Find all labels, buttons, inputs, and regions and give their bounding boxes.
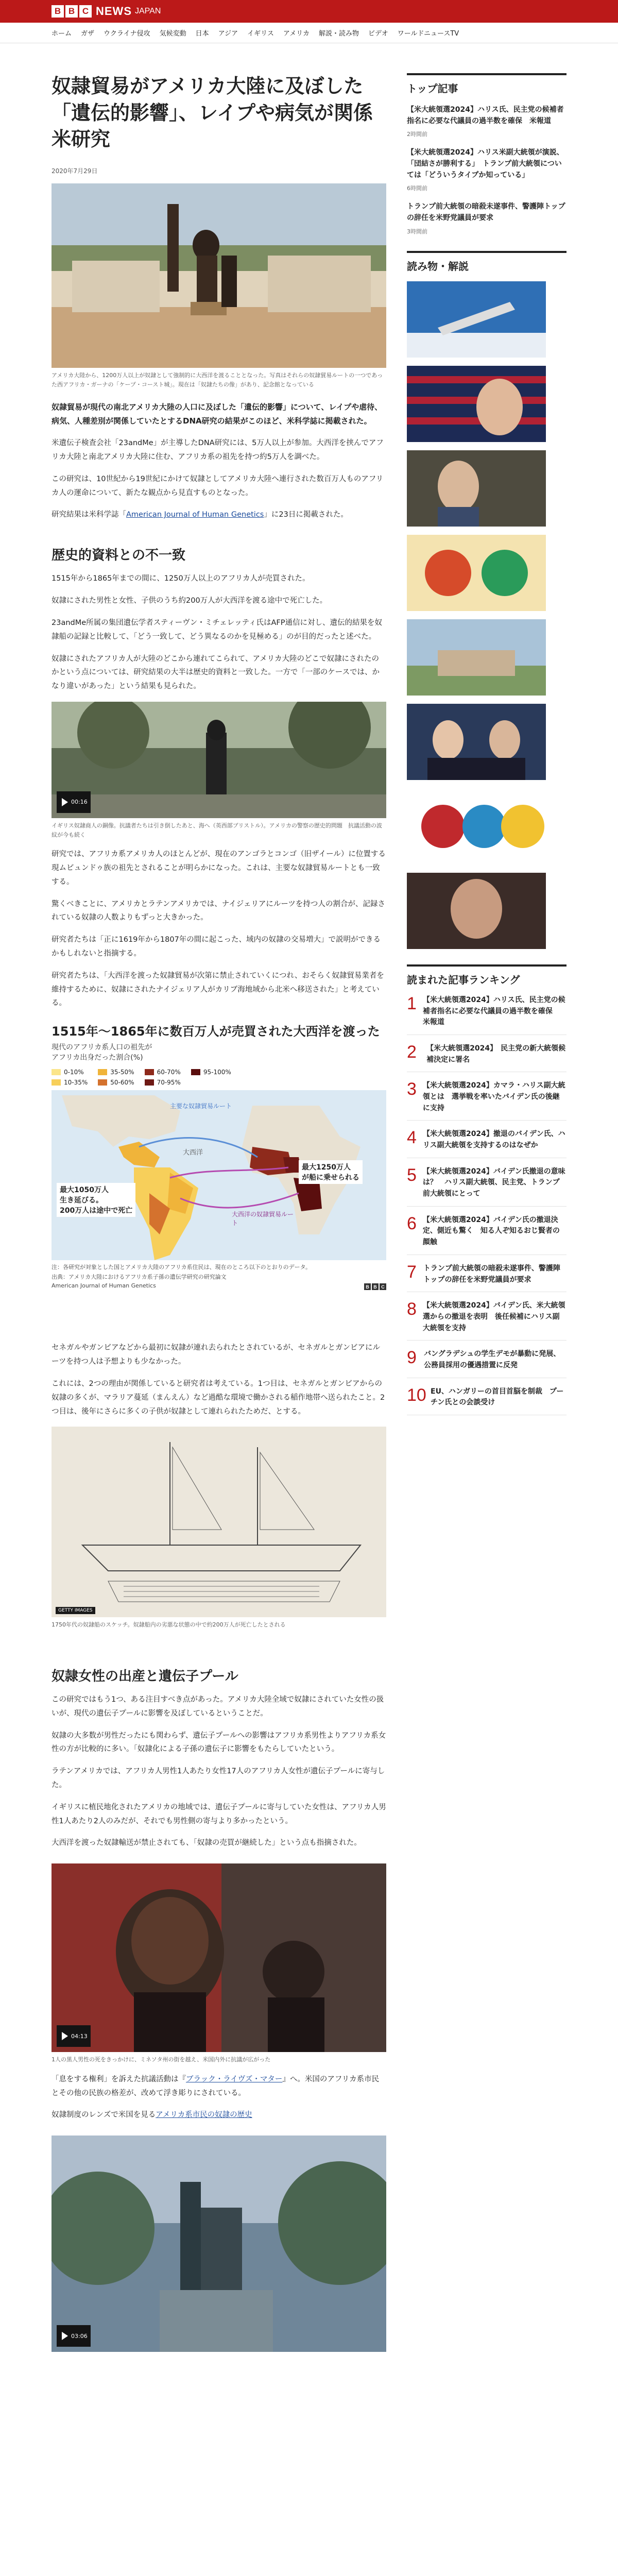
logo-letter: B: [372, 1283, 379, 1290]
site-header: [0, 0, 618, 23]
feature-thumbnail[interactable]: [407, 281, 546, 358]
nav-item-worldtv[interactable]: ワールドニュースTV: [397, 30, 459, 38]
photo-slave-statues: [52, 183, 386, 368]
video-duration: 00:16: [71, 799, 88, 806]
feature-item[interactable]: [407, 704, 566, 780]
top-story-time: 6時間前: [407, 185, 427, 192]
video-duration: 04:13: [71, 2032, 88, 2040]
legend-swatch: [52, 1069, 61, 1075]
legend-item: [145, 1079, 181, 1086]
figure-slave-ship: [52, 1427, 386, 1630]
legend-label: 60-70%: [157, 1068, 181, 1076]
blm-link[interactable]: ブラック・ライヴズ・マター: [186, 2075, 283, 2083]
ranking-title[interactable]: 【米大統領選2024】バイデン氏の撤退決定、側近も驚く 知る人ぞ知るおじ賢者の顔触: [422, 1215, 560, 1247]
paragraph: ラテンアメリカでは、アフリカ人男性1人あたり女性17人のアフリカ人女性が遺伝子プールに寄与した。: [52, 1767, 385, 1789]
ranking-item[interactable]: [407, 1129, 566, 1158]
logo-letter: C: [380, 1283, 386, 1290]
paragraph: 奴隷にされたアフリカ人が大陸のどこから連れてこられて、アメリカ大陸のどこで奴隷にされたのかという点については、研究結果の大半は歴史的資料と一致した。一方で「一部のケースでは、かなり違いがあった」という結果も見られた。: [52, 654, 380, 691]
play-icon: [62, 798, 68, 806]
ranking-number: 3: [407, 1079, 417, 1099]
map-subtitle: 現代のアフリカ系人口の祖先が アフリカ出身だった割合(%): [52, 1043, 152, 1062]
image-credit: GETTY IMAGES: [56, 1607, 95, 1614]
legend-swatch: [145, 1069, 154, 1075]
video-protest[interactable]: [52, 1863, 386, 2064]
video-caption: イギリス奴隷商人の銅像。抗議者たちは引き倒したあと、海へ（英西部ブリストル）。アメリカの警察の歴史的問題 抗議活動の波紋が今も続く: [52, 822, 382, 838]
legend-item: [98, 1079, 134, 1086]
feature-thumbnail[interactable]: [407, 366, 546, 442]
paragraph: 研究者たちは、「大西洋を渡った奴隷貿易が次第に禁止されていくにつれ、おそらく奴隷貿易業者を維持するために、奴隷にされたナイジェリア人がカリブ海地域から北米へ移送された」と考えている。: [52, 971, 384, 1008]
logo-letter: B: [52, 5, 64, 18]
video-play-button[interactable]: [57, 2325, 91, 2347]
paragraph: 奴隷にされた男性と女性、子供のうち約200万人が大西洋を渡る途中で死亡した。: [52, 597, 328, 605]
ranking-item[interactable]: [407, 1300, 566, 1341]
logo-letter: B: [65, 5, 78, 18]
route-main-label: 主要な奴隷貿易ルート: [170, 1102, 232, 1110]
ranking-number: 10: [407, 1385, 426, 1405]
ranking-item[interactable]: [407, 1215, 566, 1255]
paragraph: [52, 2073, 386, 2100]
nav-item-ukraine[interactable]: ウクライナ侵攻: [104, 30, 150, 38]
top-story[interactable]: [407, 201, 566, 235]
brand-japan[interactable]: JAPAN: [135, 7, 161, 15]
sidebar: [407, 43, 566, 2352]
feature-item[interactable]: [407, 281, 566, 358]
figure-slave-statues: [52, 183, 386, 389]
article-headline: 奴隷貿易がアメリカ大陸に及ぼした「遺伝的影響」、レイプや病気が関係 米研究: [52, 75, 392, 151]
top-story[interactable]: [407, 105, 566, 138]
ranking-number: 4: [407, 1128, 417, 1148]
africa-label: 最大1250万人 が船に乗せられる: [299, 1160, 363, 1184]
slave-trade-map: [52, 1024, 386, 1333]
text: 』へ。米国のアフリカ系市民とその他の民族の格差が、改めて浮き彫りにされている。: [52, 2075, 380, 2097]
americas-label: 最大1050万人 生き延びる。 200万人は途中で死亡: [57, 1183, 135, 1217]
paragraph: 大西洋を渡った奴隷輸送が禁止されても、「奴隷の売買が継続した」という点も指摘された。: [52, 1839, 362, 1848]
ocean-label: 大西洋: [183, 1148, 203, 1157]
top-story-title[interactable]: 【米大統領選2024】ハリス氏、民主党の候補者指名に必要な代議員の過半数を確保 米報道: [407, 106, 564, 125]
section-heading: 奴隷女性の出産と遺伝子プール: [52, 1668, 238, 1684]
text: 奴隷制度のレンズで米国を見る: [52, 2111, 156, 2120]
ranking-item[interactable]: [407, 995, 566, 1035]
paragraph: 研究者たちは「正に1619年から1807年の間に起こった、域内の奴隷の交易増大」で説明ができるかもしれないと指摘する。: [52, 936, 381, 958]
ranking-title[interactable]: 【米大統領選2024】 民主党の新大統領候補決定に署名: [426, 1044, 566, 1064]
legend-label: 95-100%: [203, 1068, 231, 1076]
brand-news[interactable]: NEWS: [96, 5, 132, 18]
legend-label: 35-50%: [110, 1068, 134, 1076]
play-icon: [62, 2332, 68, 2340]
paragraph: これには、2つの理由が関係していると研究者は考えている。1つ目は、セネガルとガンビアからの奴隷の多くが、マラリア蔓延（まんえん）など過酷な環境で働かされる稲作地帯へ送られたこと。2つ目は、後年にさらに多くの子供が奴隷として連れられたためだ、とする。: [52, 1379, 385, 1416]
paragraph: 奴隷の大多数が男性だったにも関わらず、遺伝子プールへの影響はアフリカ系男性よりアフリカ系女性の方が比較的に多い。「奴隷化による子孫の遺伝子に影響をもたらしていたという。: [52, 1731, 386, 1754]
video-play-button[interactable]: [57, 791, 91, 813]
top-story-time: 2時間前: [407, 131, 427, 138]
video-play-button[interactable]: [57, 2025, 91, 2047]
article: [52, 43, 392, 2352]
text: 研究結果は米科学誌「: [52, 511, 126, 519]
ranking-title[interactable]: 【米大統領選2024】カマラ・ハリス副大統領とは 選挙戦を率いたバイデン氏の後継に支持: [422, 1081, 565, 1112]
nav-item-video[interactable]: ビデオ: [368, 30, 388, 38]
map-note: 注：各研究が対象とした国とアメリカ大陸のアフリカ系住民は、現在のところ以下のとおりのデータ。: [52, 1263, 312, 1270]
logo-letter: C: [79, 5, 92, 18]
nav-item-us[interactable]: アメリカ: [283, 30, 310, 38]
map-footer: [52, 1273, 386, 1290]
text: 」に23日に掲載された。: [264, 511, 348, 519]
legend-label: 50-60%: [110, 1078, 134, 1086]
ranking-item[interactable]: [407, 1349, 566, 1378]
legend-item: [52, 1069, 88, 1076]
ranking-title[interactable]: トランプ前大統領の暗殺未遂事件、警護陣トップの辞任を米野党議員が要求: [423, 1264, 560, 1284]
legend-swatch: [98, 1069, 107, 1075]
top-story-time: 3時間前: [407, 228, 427, 235]
ranking-title[interactable]: EU、ハンガリーの首目首脳を制裁 プーチン氏との会談受け: [431, 1387, 564, 1407]
ranking-title[interactable]: 【米大統領選2024】バイデン氏撤退の意味は？ ハリス副大統領、民主党、トランプ前大統領にとって: [422, 1167, 565, 1198]
nav-item-climate[interactable]: 気候変動: [159, 30, 186, 38]
paragraph: 研究では、アフリカ系アメリカ人のほとんどが、現在のアンゴラとコンゴ（旧ザイール）に位置する現ムビュンドゥ族の祖先とされることが明らかになった。これは、主要な奴隷貿易ルートとも一致する。: [52, 850, 386, 886]
play-icon: [62, 2032, 68, 2040]
nav-item-asia[interactable]: アジア: [218, 30, 238, 38]
ranking-title[interactable]: 【米大統領選2024】バイデン氏、米大統領選からの撤退を表明 後任候補にハリス副大統領を支持: [422, 1301, 565, 1332]
paragraph: 1515年から1865年までの間に、1250万人以上のアフリカ人が売買された。: [52, 574, 310, 583]
paragraph: 驚くべきことに、アメリカとラテンアメリカでは、ナイジェリアにルーツを持つ人の割合が、記録されている奴隷の人数よりもずっと大きかった。: [52, 900, 385, 922]
main-nav: [0, 23, 618, 43]
video-thumbnail[interactable]: [52, 702, 386, 818]
top-stories-heading: トップ記事: [407, 73, 566, 95]
feature-item[interactable]: [407, 450, 566, 527]
legend-item: [98, 1069, 134, 1076]
ranking-number: 6: [407, 1213, 417, 1233]
nav-item-features[interactable]: 解説・読み物: [319, 30, 359, 38]
route-secondary-label: 大西洋の奴隷貿易ルート: [232, 1210, 294, 1227]
bbc-mini-logo: [364, 1283, 386, 1290]
legend-swatch: [145, 1079, 154, 1086]
logo-letter: B: [364, 1283, 371, 1290]
legend-item: [191, 1069, 231, 1076]
video-thumbnail[interactable]: [52, 2136, 386, 2352]
paragraph: この研究ではもう1つ、ある注目すべき点があった。アメリカ大陸全域で奴隷にされていた女性の扱いが、現代の遺伝子プールに影響を及ぼしているということだ。: [52, 1695, 384, 1718]
feature-thumbnail[interactable]: [407, 450, 546, 527]
ranking-number: 8: [407, 1299, 417, 1319]
nav-item-japan[interactable]: 日本: [195, 30, 209, 38]
paragraph: 米遺伝子検査会社「23andMe」が主導したDNA研究には、5万人以上が参加。大西洋を挟んでアフリカ大陸と南北アメリカ大陸に住む、アフリカ系の祖先を持つ約5万人を調べた。: [52, 439, 384, 462]
video-statue[interactable]: [52, 2136, 386, 2352]
paragraph: セネガルやガンビアなどから最初に奴隷が連れ去られたとされているが、セネガルとガンビアにルーツを持つ人は予想よりも少なかった。: [52, 1344, 380, 1366]
feature-item[interactable]: [407, 535, 566, 611]
ranking-number: 2: [407, 1042, 417, 1062]
nav-item-gaza[interactable]: ガザ: [81, 30, 95, 38]
feature-thumbnail[interactable]: [407, 619, 546, 696]
map-title: 1515年〜1865年に数百万人が売買された大西洋を渡った: [52, 1024, 380, 1039]
paragraph: この研究は、10世紀から19世紀にかけて奴隷としてアメリカ大陸へ連行された数百万人ものアフリカ人の運命について、新たな観点から見直すものとなった。: [52, 474, 384, 497]
video-thumbnail[interactable]: [52, 1863, 386, 2052]
ranking-number: 9: [407, 1348, 417, 1368]
article-date: 2020年7月29日: [52, 167, 98, 175]
ranking-item[interactable]: [407, 1263, 566, 1292]
feature-item[interactable]: [407, 873, 566, 949]
legend-swatch: [98, 1079, 107, 1086]
figure-caption: 1750年代の奴隷船のスケッチ。奴隷船内の劣悪な状態の中で約200万人が死亡したとされる: [52, 1621, 286, 1629]
ranking-number: 7: [407, 1262, 417, 1282]
feature-item[interactable]: [407, 619, 566, 696]
text: 「息をする権利」を訴えた抗議活動は『: [52, 2075, 186, 2083]
ranking-item[interactable]: [407, 1386, 566, 1415]
ranking-item[interactable]: [407, 1166, 566, 1207]
feature-thumbnail[interactable]: [407, 704, 546, 780]
paragraph: 23andMe所属の集団遺伝学者スティーヴン・ミチェレッティ氏はAFP通信に対し、遺伝的結果を奴隷船の記録と比較して、「どう一致して、どう異なるのかを見極める」のが目的だったと述べた。: [52, 618, 382, 641]
photo-slave-ship: [52, 1427, 386, 1617]
legend-label: 10-35%: [64, 1078, 88, 1086]
top-story-title[interactable]: トランプ前大統領の暗殺未遂事件、警護陣トップの辞任を米野党議員が要求: [407, 202, 565, 223]
journal-link[interactable]: American Journal of Human Genetics: [126, 511, 264, 519]
related-link[interactable]: アメリカ系市民の奴隷の歴史: [156, 2111, 252, 2120]
legend-label: 0-10%: [64, 1068, 84, 1076]
video-duration: 03:06: [71, 2332, 88, 2340]
top-story-title[interactable]: 【米大統領選2024】ハリス米副大統領が演説、「団結さが勝利する」 トランプ前大統領については「どういうタイプか知っている」: [407, 148, 564, 179]
article-lead: 奴隷貿易が現代の南北アメリカ大陸の人口に及ぼした「遺伝的影響」について、レイプや虐待、病気、人種差別が関係していたとするDNA研究の結果がこのほど、米科学誌に掲載された。: [52, 402, 383, 426]
nav-item-home[interactable]: ホーム: [52, 30, 72, 38]
features-heading: 読み物・解説: [407, 251, 566, 273]
legend-label: 70-95%: [157, 1078, 181, 1086]
section-heading: 歴史的資料との不一致: [52, 548, 186, 564]
bbc-logo[interactable]: [52, 5, 92, 18]
top-story[interactable]: [407, 147, 566, 192]
ranking-number: 1: [407, 993, 417, 1013]
map-canvas: [52, 1090, 386, 1260]
paragraph: [52, 2108, 386, 2122]
legend-swatch: [52, 1079, 61, 1086]
paragraph: [52, 508, 386, 522]
figure-caption: アメリカ大陸から、1200万人以上が奴隷として強制的に大西洋を渡ることとなった。写真はそれらの奴隷貿易ルートの一つであった西アフリカ・ガーナの「ケープ・コースト城」。現在は「奴隷たちの像」があり、記念館となっている: [52, 372, 383, 388]
video-statue-toppled[interactable]: [52, 702, 386, 839]
ranking-item[interactable]: [407, 1080, 566, 1121]
map-source: 出典：アメリカ大陸におけるアフリカ系子孫の遺伝学研究の研究論文 American Journal of Human Genetics: [52, 1274, 227, 1289]
feature-thumbnail[interactable]: [407, 788, 546, 865]
ranking-title[interactable]: 【米大統領選2024】ハリス氏、民主党の候補者指名に必要な代議員の過半数を確保 米報道: [422, 995, 565, 1027]
ranking-title[interactable]: 【米大統領選2024】撤退のバイデン氏、ハリス副大統領を支持するのはなぜか: [422, 1130, 565, 1149]
nav-item-uk[interactable]: イギリス: [247, 30, 274, 38]
ranking-number: 5: [407, 1165, 417, 1185]
feature-item[interactable]: [407, 366, 566, 442]
map-legend: [52, 1069, 386, 1086]
video-caption: 1人の黒人男性の死をきっかけに、ミネソタ州の街を越え、米国内外に抗議が広がった: [52, 2056, 271, 2063]
feature-item[interactable]: [407, 788, 566, 865]
legend-swatch: [191, 1069, 200, 1075]
legend-item: [52, 1079, 88, 1086]
ranking-item[interactable]: [407, 1043, 566, 1072]
feature-thumbnail[interactable]: [407, 535, 546, 611]
ranking-heading: 読まれた記事ランキング: [407, 964, 566, 987]
feature-thumbnail[interactable]: [407, 873, 546, 949]
legend-item: [145, 1069, 181, 1076]
ranking-title[interactable]: バングラデシュの学生デモが暴動に発展、公務員採用の優遇措置に反発: [424, 1350, 561, 1369]
paragraph: イギリスに植民地化されたアメリカの地域では、遺伝子プールに寄与していた女性は、アフリカ人男性1人あたり2人のみだが、それでも男性側の寄与より多かったという。: [52, 1803, 386, 1825]
